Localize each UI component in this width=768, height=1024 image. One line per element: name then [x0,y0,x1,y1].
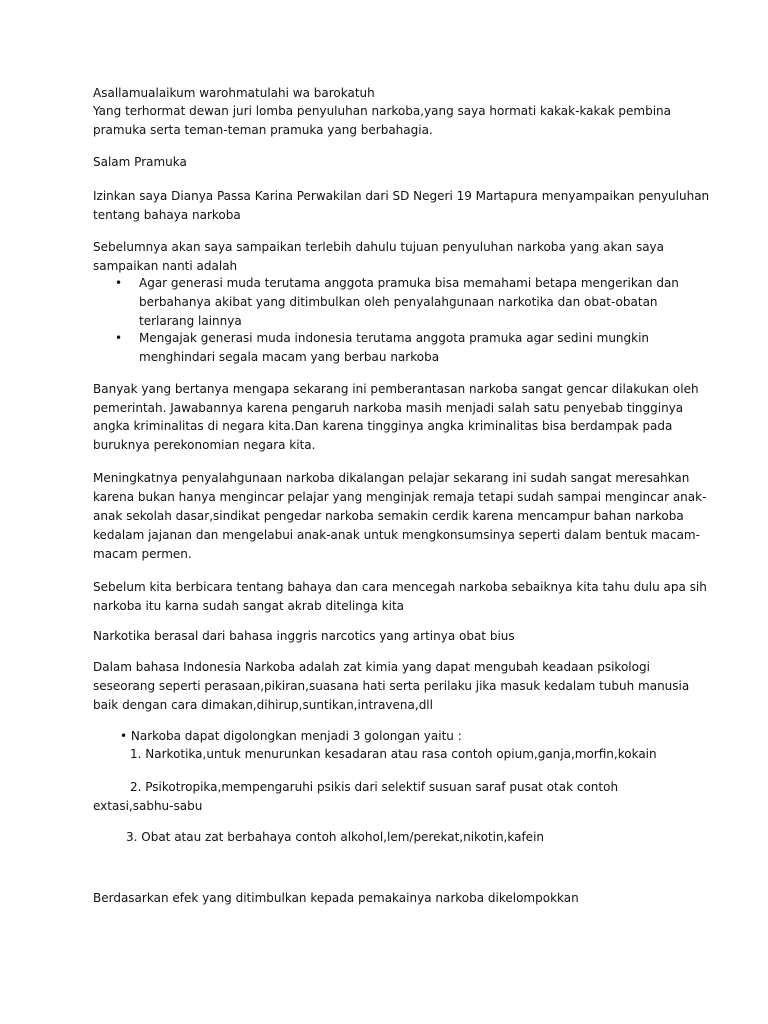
para-banyak-line-3: angka kriminalitas di negara kita.Dan karena tingginya angka kriminalitas bisa berdampak pada [93,419,673,433]
purpose-1-line-3: terlarang lainnya [139,314,242,328]
golongan-item-2-line-2: extasi,sabhu-sabu [93,799,203,813]
golongan-item-1: 1. Narkotika,untuk menurunkan kesadaran atau rasa contoh opium,ganja,morfin,kokain [130,747,657,761]
bullet-symbol-1: • [115,276,123,290]
para-banyak-line-4: buruknya perekonomian negara kita. [93,438,316,452]
opening-line-2: pramuka serta teman-teman pramuka yang berbahagia. [93,123,433,137]
intro-line-1: Izinkan saya Dianya Passa Karina Perwakilan dari SD Negeri 19 Martapura menyampaikan penyuluhan [93,189,710,203]
purpose-intro-line-2: sampaikan nanti adalah [93,259,238,273]
para-definisi-line-1: Dalam bahasa Indonesia Narkoba adalah zat kimia yang dapat mengubah keadaan psikologi [93,660,650,674]
para-banyak-line-2: pemerintah. Jawabannya karena pengaruh narkoba masih menjadi salah satu penyebab tingginya [93,401,684,415]
purpose-intro-line-1: Sebelumnya akan saya sampaikan terlebih dahulu tujuan penyuluhan narkoba yang akan saya [93,240,665,254]
para-meningkat-line-1: Meningkatnya penyalahgunaan narkoba dikalangan pelajar sekarang ini sudah sangat meresahkan [93,471,690,485]
purpose-2-line-1: Mengajak generasi muda indonesia terutama anggota pramuka agar sedini mungkin [139,331,650,345]
golongan-item-3: 3. Obat atau zat berbahaya contoh alkohol,lem/perekat,nikotin,kafein [126,830,545,844]
purpose-1-line-1: Agar generasi muda terutama anggota pramuka bisa memahami betapa mengerikan dan [139,276,679,290]
para-banyak-line-1: Banyak yang bertanya mengapa sekarang ini pemberantasan narkoba sangat gencar dilakukan oleh [93,382,699,396]
purpose-2-line-2: menghindari segala macam yang berbau narkoba [139,350,440,364]
purpose-1-line-2: berbahanya akibat yang ditimbulkan oleh penyalahgunaan narkotika dan obat-obatan [139,295,658,309]
opening-line-1: Yang terhormat dewan juri lomba penyuluhan narkoba,yang saya hormati kakak-kakak pembina [93,104,671,118]
golongan-item-2-line-1: 2. Psikotropika,mempengaruhi psikis dari selektif susuan saraf pusat otak contoh [130,780,619,794]
closing-line: Berdasarkan efek yang ditimbulkan kepada pemakainya narkoba dikelompokkan [93,891,579,905]
salam-pramuka: Salam Pramuka [93,155,187,169]
para-meningkat-line-5: macam permen. [93,547,192,561]
intro-line-2: tentang bahaya narkoba [93,208,241,222]
para-narkotika: Narkotika berasal dari bahasa inggris narcotics yang artinya obat bius [93,629,515,643]
greeting: Asallamualaikum warohmatulahi wa barokatuh [93,86,375,100]
para-meningkat-line-3: anak sekolah dasar,sindikat pengedar narkoba semakin cerdik karena mencampur bahan narkoba [93,509,684,523]
golongan-heading: • Narkoba dapat digolongkan menjadi 3 golongan yaitu : [120,729,462,743]
para-definisi-line-2: seseorang seperti perasaan,pikiran,suasana hati serta perilaku jika masuk kedalam tubuh manusia [93,679,690,693]
para-meningkat-line-2: karena bukan hanya mengincar pelajar yang menginjak remaja tetapi sudah sampai mengincar anak- [93,490,707,504]
para-meningkat-line-4: kedalam jajanan dan mengelabui anak-anak untuk mengkonsumsinya seperti dalam bentuk macam- [93,528,700,542]
para-sebelum-line-2: narkoba itu karna sudah sangat akrab ditelinga kita [93,599,404,613]
para-sebelum-line-1: Sebelum kita berbicara tentang bahaya dan cara mencegah narkoba sebaiknya kita tahu dulu apa sih [93,580,707,594]
bullet-symbol-2: • [115,331,123,345]
para-definisi-line-3: baik dengan cara dimakan,dihirup,suntikan,intravena,dll [93,698,433,712]
